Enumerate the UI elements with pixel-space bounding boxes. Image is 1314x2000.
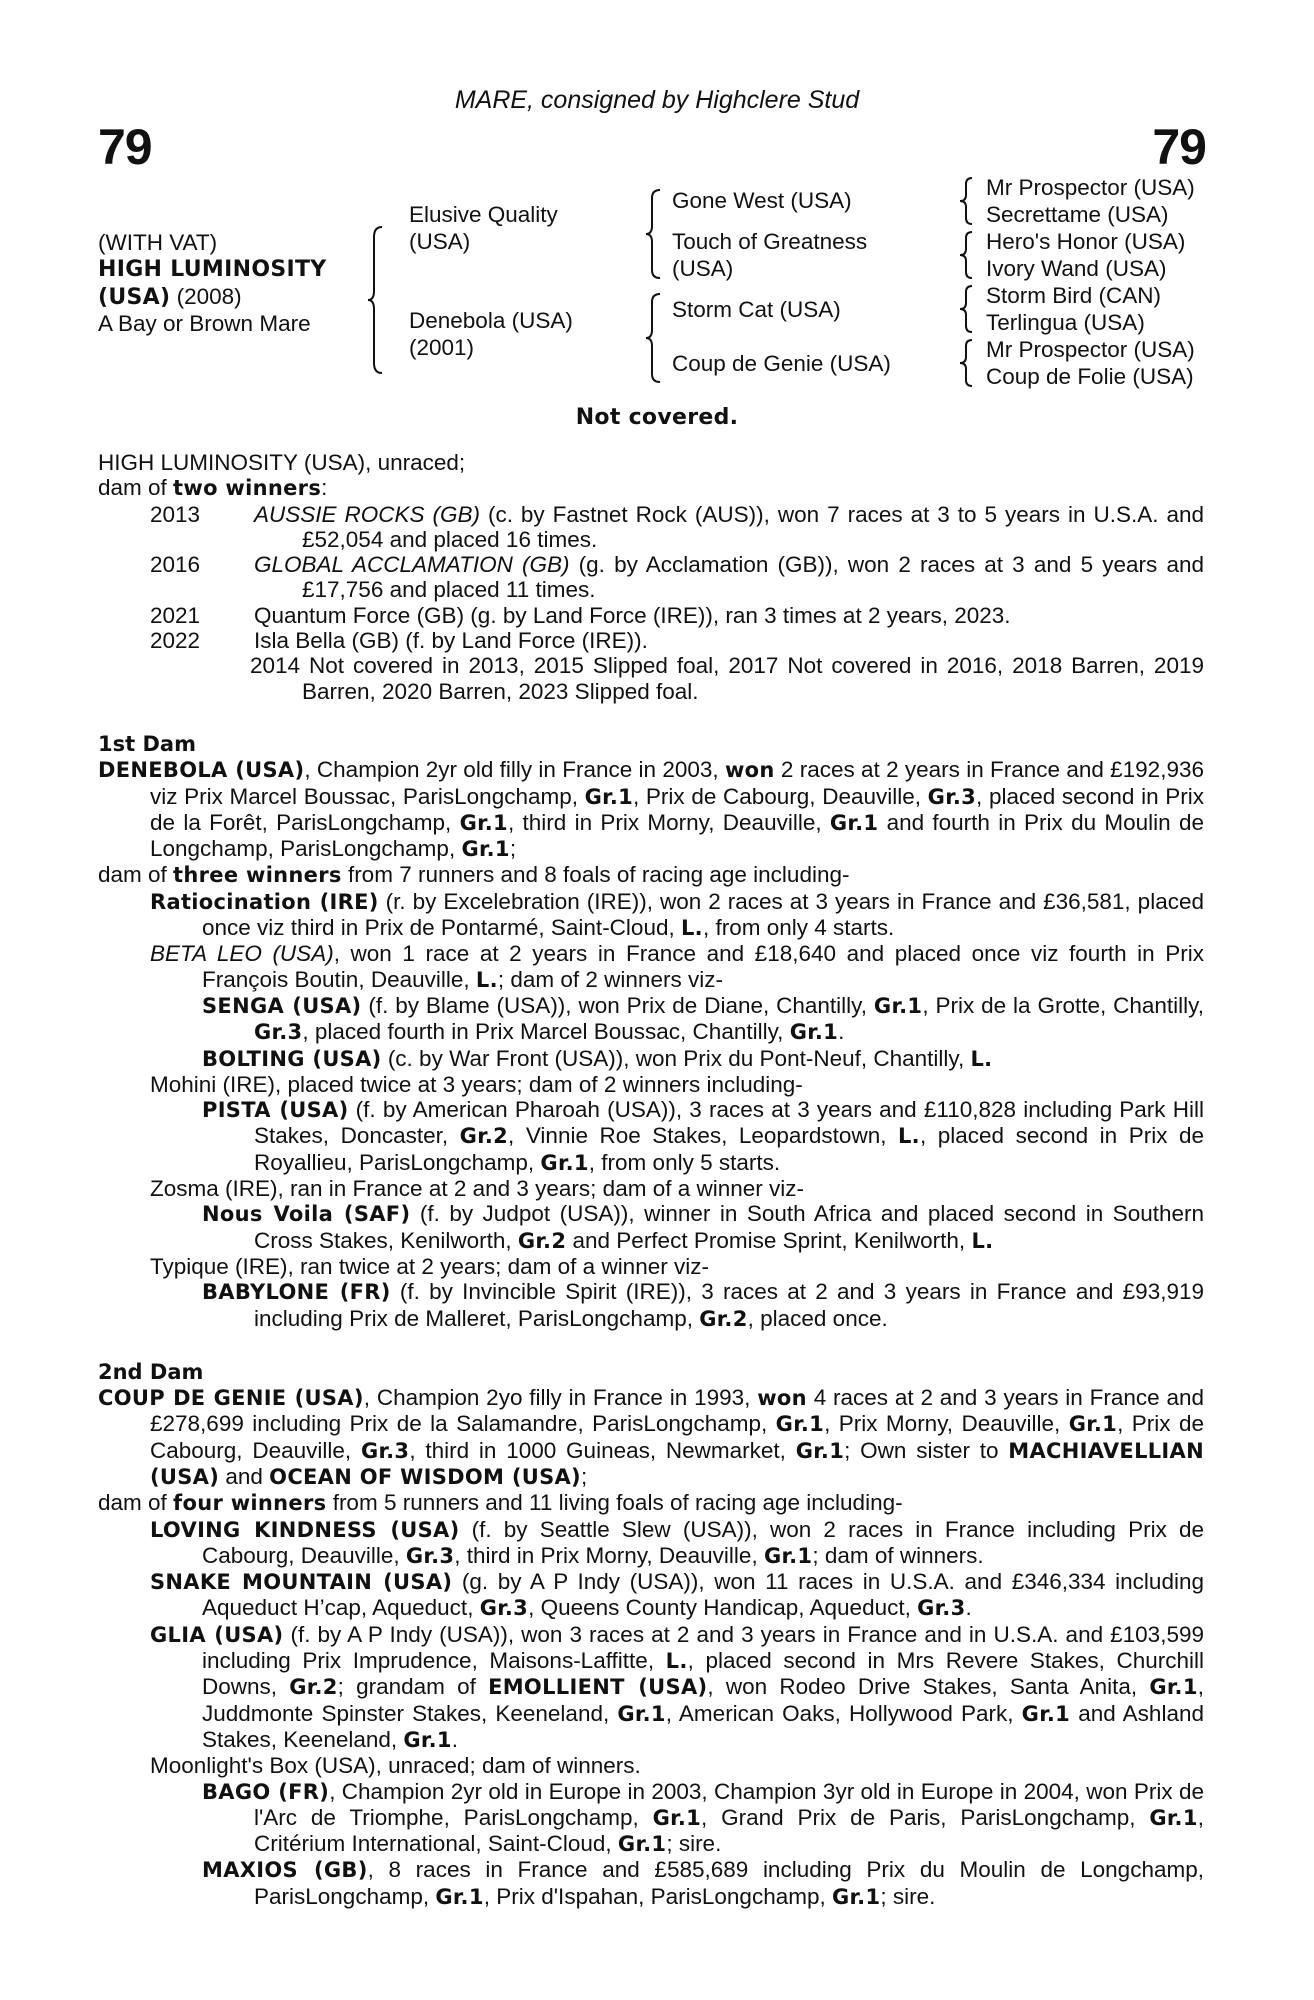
pedigree-brace-7: [960, 338, 976, 388]
produce-row: 2021 Quantum Force (GB) (g. by Land Force (IRE)), ran 3 times at 2 years, 2023.: [150, 602, 1011, 628]
horse-year: (2008): [176, 284, 242, 309]
pedigree-brace-3: [646, 292, 668, 384]
produce-row: 2016 GLOBAL ACCLAMATION (GB) (g. by Acclamation (GB)), won 2 races at 3 and 5 years and £17,756 and placed 11 times.: [150, 552, 1204, 603]
horse-country: (USA): [98, 285, 171, 310]
sire-sire: Gone West (USA): [672, 188, 852, 213]
first-dam-produce-summary: dam of three winners from 7 runners and 8 foals of racing age including-: [98, 862, 850, 888]
horse-country-year: [98, 283, 242, 311]
horse-name: HIGH LUMINOSITY: [98, 257, 327, 282]
gen3-5: Storm Bird (CAN): [986, 283, 1162, 308]
gen3-3: Hero's Honor (USA): [986, 229, 1186, 254]
sire-dam-country: (USA): [672, 256, 734, 281]
first-dam-offspring: Mohini (IRE), placed twice at 3 years; dam of 2 winners including-: [150, 1071, 803, 1097]
sire-name: Elusive Quality: [409, 202, 558, 227]
pedigree-brace-1: [368, 225, 392, 375]
pedigree-brace-5: [960, 230, 976, 280]
second-dam-para: COUP DE GENIE (USA), Champion 2yo filly in France in 1993, won 4 races at 2 and 3 years in France and £278,699 including Prix de la Salamandre, ParisLongchamp, Gr.1, Prix Morny, Deauville, Gr.1, Prix de Cabourg, Deauville, Gr.3, third in 1000 Guineas, Newmarket, Gr.1; Own sister to MACHIAVELLIAN (USA) and OCEAN OF WISDOM (USA);: [98, 1385, 1204, 1489]
sire-country: (USA): [409, 229, 471, 254]
vat-note: (WITH VAT): [98, 230, 218, 255]
first-dam-grand-offspring: BABYLONE (FR) (f. by Invincible Spirit (IRE)), 3 races at 2 and 3 years in France and £93,919 including Prix de Malleret, ParisLongchamp, Gr.2, placed once.: [202, 1279, 1205, 1331]
dam-sire: Storm Cat (USA): [672, 297, 841, 322]
gen3-7: Mr Prospector (USA): [986, 337, 1195, 362]
pedigree-brace-2: [646, 188, 668, 280]
first-dam-offspring: Typique (IRE), ran twice at 2 years; dam of a winner viz-: [150, 1253, 709, 1279]
first-dam-grand-offspring: Nous Voila (SAF) (f. by Judpot (USA)), winner in South Africa and placed second in Southern Cross Stakes, Kenilworth, Gr.2 and Perfect Promise Sprint, Kenilworth, L.: [202, 1201, 1205, 1253]
second-dam-offspring: Moonlight's Box (USA), unraced; dam of winners.: [150, 1753, 641, 1779]
horse-description: A Bay or Brown Mare: [98, 311, 311, 336]
second-dam-offspring: LOVING KINDNESS (USA) (f. by Seattle Slew (USA)), won 2 races in France including Prix de Cabourg, Deauville, Gr.3, third in Prix Morny, Deauville, Gr.1; dam of winners.: [150, 1516, 1204, 1568]
dam-dam: Coup de Genie (USA): [672, 351, 891, 376]
sire-dam-name: Touch of Greatness: [672, 229, 868, 254]
produce-note: 2014 Not covered in 2013, 2015 Slipped foal, 2017 Not covered in 2016, 2018 Barren, 2019 Barren, 2020 Barren, 2023 Slipped foal.: [250, 653, 1204, 704]
produce-row: 2022 Isla Bella (GB) (f. by Land Force (IRE)).: [150, 628, 648, 654]
first-dam-offspring: BETA LEO (USA), won 1 race at 2 years in France and £18,640 and placed once viz fourth in Prix François Boutin, Deauville, L.; dam of 2 winners viz-: [150, 941, 1204, 992]
first-dam-grand-offspring: PISTA (USA) (f. by American Pharoah (USA)), 3 races at 3 years and £110,828 including Park Hill Stakes, Doncaster, Gr.2, Vinnie Roe Stakes, Leopardstown, L., placed second in Prix de Royallieu, ParisLongchamp, Gr.1, from only 5 starts.: [202, 1097, 1205, 1175]
second-dam-offspring: GLIA (USA) (f. by A P Indy (USA)), won 3 races at 2 and 3 years in France and in U.S.A. and £103,599 including Prix Imprudence, Maisons-Laffitte, L., placed second in Mrs Revere Stakes, Churchill Downs, Gr.2; grandam of EMOLLIENT (USA), won Rodeo Drive Stakes, Santa Anita, Gr.1, Juddmonte Spinster Stakes, Keeneland, Gr.1, American Oaks, Hollywood Park, Gr.1 and Ashland Stakes, Keeneland, Gr.1.: [150, 1621, 1204, 1752]
gen3-2: Secrettame (USA): [986, 202, 1169, 227]
pedigree-brace-4: [960, 176, 976, 226]
intro-line-2: dam of two winners:: [98, 475, 328, 501]
lot-number-right: 79: [1152, 119, 1206, 175]
catalogue-body: [98, 450, 1204, 1910]
second-dam-heading: 2nd Dam: [98, 1359, 204, 1384]
gen3-1: Mr Prospector (USA): [986, 175, 1195, 200]
first-dam-offspring: Ratiocination (IRE) (r. by Excelebration (IRE)), won 2 races at 3 years in France and £36,581, placed once viz third in Prix de Pontarmé, Saint-Cloud, L., from only 4 starts.: [150, 888, 1204, 941]
pedigree-brace-6: [960, 284, 976, 334]
first-dam-offspring: Zosma (IRE), ran in France at 2 and 3 years; dam of a winner viz-: [150, 1176, 805, 1202]
first-dam-heading: 1st Dam: [98, 731, 196, 756]
first-dam-grand-offspring: BOLTING (USA) (c. by War Front (USA)), won Prix du Pont-Neuf, Chantilly, L.: [202, 1045, 993, 1071]
dam-year: (2001): [409, 335, 475, 360]
lot-number-left: 79: [98, 119, 152, 175]
gen3-4: Ivory Wand (USA): [986, 256, 1167, 281]
second-dam-grand-offspring: MAXIOS (GB), 8 races in France and £585,689 including Prix du Moulin de Longchamp, ParisLongchamp, Gr.1, Prix d'Ispahan, ParisLongchamp, Gr.1; sire.: [202, 1857, 1204, 1909]
intro-line-1: HIGH LUMINOSITY (USA), unraced;: [98, 450, 466, 475]
dam-name: Denebola (USA): [409, 308, 573, 333]
second-dam-offspring: SNAKE MOUNTAIN (USA) (g. by A P Indy (USA)), won 11 races in U.S.A. and £346,334 including Aqueduct H’cap, Aqueduct, Gr.3, Queens County Handicap, Aqueduct, Gr.3.: [150, 1569, 1204, 1621]
covering-status: Not covered.: [575, 405, 739, 430]
consignment-title: MARE, consigned by Highclere Stud: [454, 86, 860, 114]
produce-row: 2013 AUSSIE ROCKS (GB) (c. by Fastnet Rock (AUS)), won 7 races at 3 to 5 years in U.S.A. and £52,054 and placed 16 times.: [150, 501, 1204, 552]
second-dam-grand-offspring: BAGO (FR), Champion 2yr old in Europe in 2003, Champion 3yr old in Europe in 2004, won Prix de l'Arc de Triomphe, ParisLongchamp, Gr.1, Grand Prix de Paris, ParisLongchamp, Gr.1, Critérium International, Saint-Cloud, Gr.1; sire.: [202, 1778, 1204, 1857]
first-dam-para: DENEBOLA (USA), Champion 2yr old filly in France in 2003, won 2 races at 2 years in France and £192,936 viz Prix Marcel Boussac, ParisLongchamp, Gr.1, Prix de Cabourg, Deauville, Gr.3, placed second in Prix de la Forêt, ParisLongchamp, Gr.1, third in Prix Morny, Deauville, Gr.1 and fourth in Prix du Moulin de Longchamp, ParisLongchamp, Gr.1;: [98, 757, 1204, 862]
first-dam-grand-offspring: SENGA (USA) (f. by Blame (USA)), won Prix de Diane, Chantilly, Gr.1, Prix de la Grotte, Chantilly, Gr.3, placed fourth in Prix Marcel Boussac, Chantilly, Gr.1.: [202, 992, 1204, 1045]
gen3-6: Terlingua (USA): [986, 310, 1145, 335]
gen3-8: Coup de Folie (USA): [986, 364, 1194, 389]
second-dam-produce-summary: dam of four winners from 5 runners and 11 living foals of racing age including-: [98, 1490, 903, 1516]
